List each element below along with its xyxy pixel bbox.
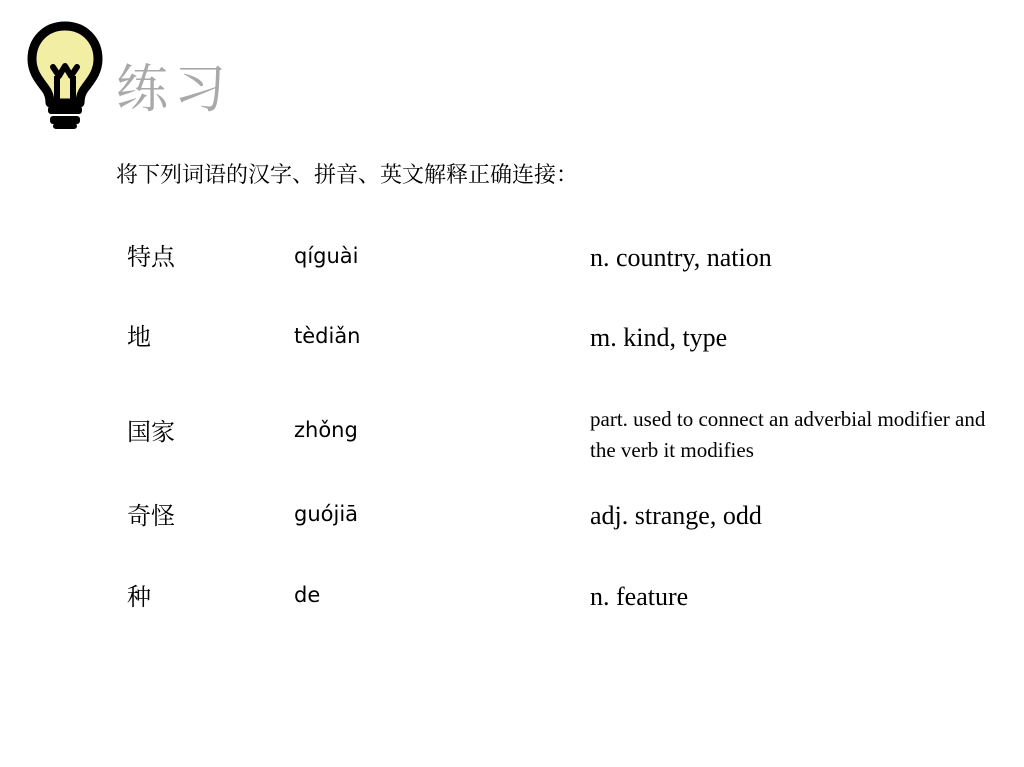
english-item: adj. strange, odd [590,501,762,530]
hanzi-item: 特点 [127,243,175,271]
english-item: m. kind, type [590,323,728,352]
page-title: 练习 [116,60,233,120]
english-item: part. used to connect an adverbial modifier and the verb it modifies [590,407,986,462]
pinyin-item: de [294,583,321,607]
pinyin-item: zhǒng [294,418,358,442]
hanzi-item: 国家 [127,418,175,446]
hanzi-item: 奇怪 [127,502,175,530]
pinyin-item: qíguài [294,244,359,268]
pinyin-item: tèdiǎn [294,324,361,348]
hanzi-item: 地 [127,323,151,351]
hanzi-item: 种 [127,583,151,611]
lightbulb-icon [26,20,104,132]
pinyin-item: guójiā [294,502,359,526]
instruction-text: 将下列词语的汉字、拼音、英文解释正确连接： [116,163,579,188]
english-item: n. feature [590,582,689,611]
english-item: n. country, nation [590,243,772,272]
